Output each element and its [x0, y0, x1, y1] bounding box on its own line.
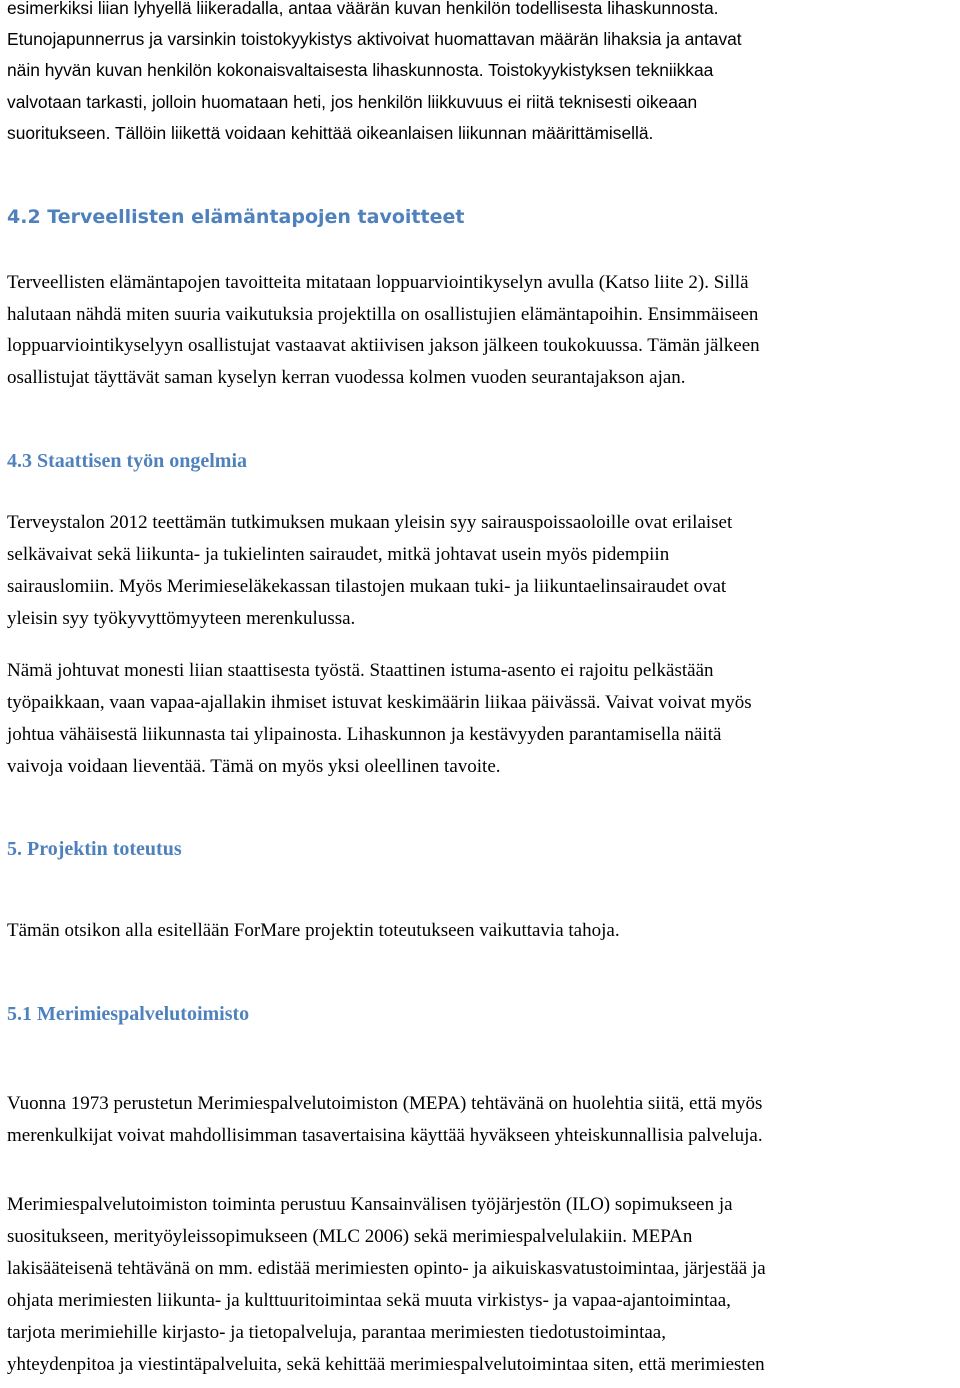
section-4-3-line: johtua vähäisestä liikunnasta tai ylipainosta. Lihaskunnon ja kestävyyden parantamisella näitä — [7, 724, 722, 745]
intro-line: näin hyvän kuvan henkilön kokonaisvaltaisesta lihaskunnosta. Toistokyykistyksen tekniikkaa — [7, 60, 714, 80]
section-5-1-line: Vuonna 1973 perustetun Merimiespalvelutoimiston (MEPA) tehtävänä on huolehtia siitä, että myös — [7, 1093, 763, 1114]
section-5-1-line: lakisääteisenä tehtävänä on mm. edistää merimiesten opinto- ja aikuiskasvatustoimintaa, järjestää ja — [7, 1258, 766, 1279]
section-4-2-line: halutaan nähdä miten suuria vaikutuksia projektilla on osallistujien elämäntapoihin. Ensimmäiseen — [7, 304, 759, 325]
heading-5: 5. Projektin toteutus — [7, 838, 182, 860]
section-5-1-line: ohjata merimiesten liikunta- ja kulttuuritoimintaa sekä muuta virkistys- ja vapaa-ajantoimintaa, — [7, 1290, 731, 1311]
section-4-2-line: osallistujat täyttävät saman kyselyn kerran vuodessa kolmen vuoden seurantajakson ajan. — [7, 367, 686, 388]
section-5-1-line: tarjota merimiehille kirjasto- ja tietopalveluja, parantaa merimiesten tiedotustoimintaa, — [7, 1322, 666, 1343]
section-5-1-line: merenkulkijat voivat mahdollisimman tasavertaisina käyttää hyväkseen yhteiskunnallisia palveluja. — [7, 1125, 763, 1146]
section-4-3-line: Nämä johtuvat monesti liian staattisesta työstä. Staattinen istuma-asento ei rajoitu pelkästään — [7, 660, 714, 681]
heading-4-2: 4.2 Terveellisten elämäntapojen tavoitteet — [7, 206, 465, 228]
section-5-1-line: yhteydenpitoa ja viestintäpalveluita, sekä kehittää merimiespalvelutoimintaa siten, että merimiesten — [7, 1354, 765, 1375]
section-4-2-line: loppuarviointikyselyyn osallistujat vastaavat aktiivisen jakson jälkeen toukokuussa. Tämän jälkeen — [7, 335, 760, 356]
section-5-1-line: Merimiespalvelutoimiston toiminta perustuu Kansainvälisen työjärjestön (ILO) sopimukseen ja — [7, 1194, 733, 1215]
section-5-1-line: suositukseen, merityöyleissopimukseen (MLC 2006) sekä merimiespalvelulakiin. MEPAn — [7, 1226, 693, 1247]
section-4-3-line: sairauslomiin. Myös Merimieseläkekassan tilastojen mukaan tuki- ja liikuntaelinsairaudet ovat — [7, 576, 727, 597]
intro-line: esimerkiksi liian lyhyellä liikeradalla, antaa väärän kuvan henkilön todellisesta lihaskunnosta. — [7, 0, 719, 18]
heading-5-1: 5.1 Merimiespalvelutoimisto — [7, 1003, 250, 1025]
section-4-3-line: yleisin syy työkyvyttömyyteen merenkulussa. — [7, 608, 356, 629]
section-4-3-line: Terveystalon 2012 teettämän tutkimuksen mukaan yleisin syy sairauspoissaoloille ovat erilaiset — [7, 512, 733, 533]
intro-line: Etunojapunnerrus ja varsinkin toistokyykistys aktivoivat huomattavan määrän lihaksia ja antavat — [7, 29, 742, 49]
heading-4-3: 4.3 Staattisen työn ongelmia — [7, 450, 247, 472]
section-5-line: Tämän otsikon alla esitellään ForMare projektin toteutukseen vaikuttavia tahoja. — [7, 920, 620, 941]
section-4-3-line: vaivoja voidaan lieventää. Tämä on myös yksi oleellinen tavoite. — [7, 756, 501, 777]
section-4-3-line: selkävaivat sekä liikunta- ja tukielinten sairaudet, mitkä johtavat usein myös pidempiin — [7, 544, 670, 565]
section-4-3-line: työpaikkaan, vaan vapaa-ajallakin ihmiset istuvat keskimäärin liikaa päivässä. Vaivat voivat myös — [7, 692, 752, 713]
section-4-2-line: Terveellisten elämäntapojen tavoitteita mitataan loppuarviointikyselyn avulla (Katso liite 2). Sillä — [7, 272, 749, 293]
intro-line: valvotaan tarkasti, jolloin huomataan heti, jos henkilön liikkuvuus ei riitä teknisesti oikeaan — [7, 92, 698, 112]
intro-line: suoritukseen. Tällöin liikettä voidaan kehittää oikeanlaisen liikunnan määrittämisellä. — [7, 123, 654, 143]
